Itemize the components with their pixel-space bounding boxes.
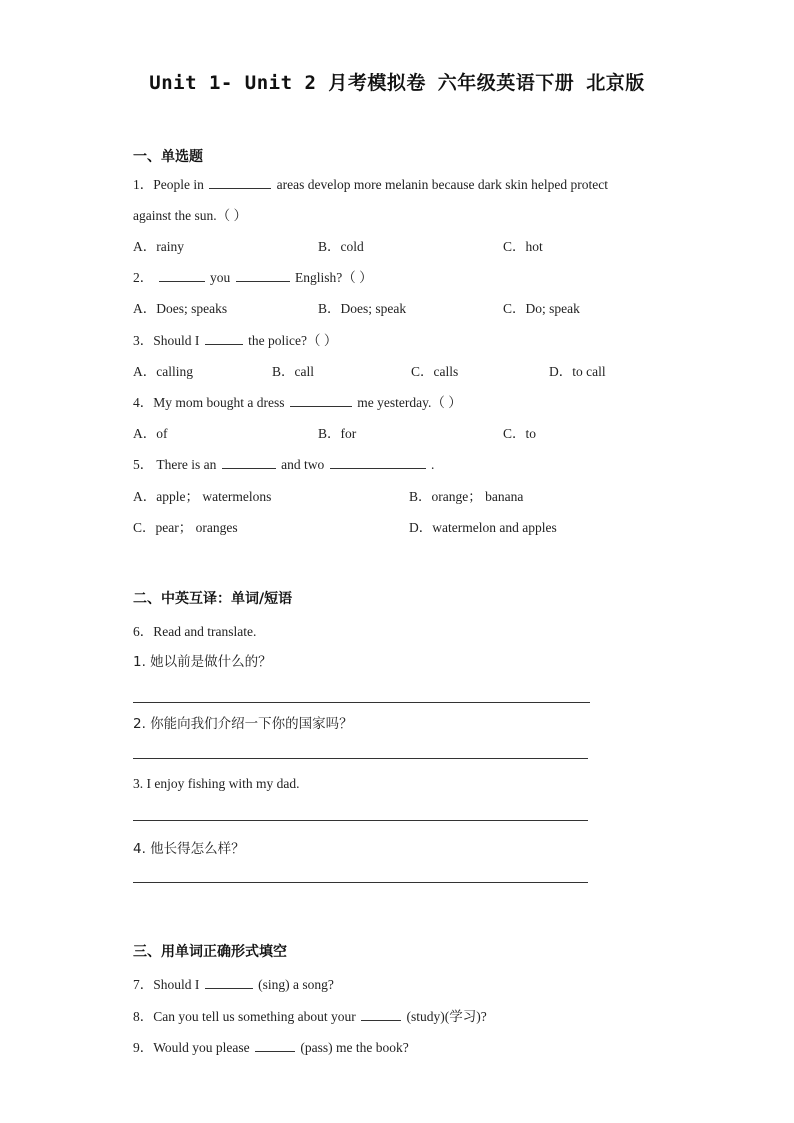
question-5 (133, 453, 434, 473)
q3-option-b[interactable]: B．call (272, 364, 314, 379)
q4-option-b[interactable]: B．for (318, 426, 357, 441)
q5-blank-2[interactable] (330, 456, 426, 469)
q7-blank[interactable] (205, 976, 253, 989)
q1-text-start: 1．People in (133, 177, 204, 192)
q6-item-4: 4. 他长得怎么样？ (133, 841, 245, 857)
q1-option-c[interactable]: C．hot (503, 239, 543, 254)
question-3 (133, 329, 337, 349)
q7-text-start: 7．Should I (133, 977, 200, 992)
section-heading-word-forms: 三、用单词正确形式填空 (133, 944, 287, 960)
q3-option-d[interactable]: D．to call (549, 364, 606, 379)
q6-answer-line-4[interactable] (133, 882, 588, 883)
q6-answer-line-2[interactable] (133, 758, 588, 759)
q5-text-end: . (430, 457, 435, 472)
question-8 (133, 1005, 487, 1025)
q2-text-end: English?（ ） (295, 270, 373, 285)
q8-text-start: 8．Can you tell us something about your (133, 1009, 356, 1024)
q3-blank[interactable] (205, 332, 243, 345)
q2-blank-1[interactable] (159, 269, 205, 282)
q6-item-1: 1. 她以前是做什么的？ (133, 654, 272, 670)
q5-option-b[interactable]: B．orange； banana (409, 489, 524, 504)
q9-text-end: (pass) me the book? (300, 1040, 409, 1055)
question-1-line-1 (133, 173, 608, 193)
page-title: Unit 1- Unit 2 月考模拟卷 六年级英语下册 北京版 (149, 72, 645, 94)
q5-text-start: 5． There is an (133, 457, 217, 472)
q1-option-b[interactable]: B．cold (318, 239, 364, 254)
q6-item-3: 3. I enjoy fishing with my dad. (133, 776, 300, 791)
q1-option-a[interactable]: A．rainy (133, 239, 184, 254)
q2-blank-2[interactable] (236, 269, 290, 282)
q5-option-d[interactable]: D．watermelon and apples (409, 520, 557, 535)
q6-answer-line-3[interactable] (133, 820, 588, 821)
q9-text-start: 9．Would you please (133, 1040, 250, 1055)
q3-text-end: the police?（ ） (248, 333, 338, 348)
q4-option-c[interactable]: C．to (503, 426, 537, 441)
q5-option-a[interactable]: A．apple； watermelons (133, 489, 272, 504)
q6-answer-line-1[interactable] (133, 702, 590, 703)
q3-option-a[interactable]: A．calling (133, 364, 193, 379)
q1-blank[interactable] (209, 176, 271, 189)
q8-blank[interactable] (361, 1008, 401, 1021)
question-2 (133, 266, 373, 286)
q4-text-start: 4．My mom bought a dress (133, 395, 285, 410)
q5-blank-1[interactable] (222, 456, 276, 469)
q5-option-c[interactable]: C．pear； oranges (133, 520, 238, 535)
q4-option-a[interactable]: A．of (133, 426, 168, 441)
q2-text-middle: you (210, 270, 231, 285)
q2-option-a[interactable]: A．Does; speaks (133, 301, 228, 316)
q9-blank[interactable] (255, 1039, 295, 1052)
question-9 (133, 1036, 409, 1056)
question-1-line-2: against the sun.（ ） (133, 208, 247, 223)
question-7 (133, 973, 334, 993)
section-heading-translation: 二、中英互译：单词/短语 (133, 591, 293, 607)
q8-text-end: (study)(学习)? (406, 1009, 487, 1024)
q2-option-b[interactable]: B．Does; speak (318, 301, 407, 316)
q2-number: 2． (133, 270, 154, 285)
q7-text-end: (sing) a song? (258, 977, 334, 992)
q2-option-c[interactable]: C．Do; speak (503, 301, 580, 316)
q3-option-c[interactable]: C．calls (411, 364, 459, 379)
question-6-stem: 6．Read and translate. (133, 624, 257, 639)
q4-text-end: me yesterday.（ ） (357, 395, 462, 410)
q1-text-middle: areas develop more melanin because dark skin helped protect (276, 177, 608, 192)
question-4 (133, 391, 462, 411)
q5-text-middle: and two (281, 457, 325, 472)
q6-item-2: 2. 你能向我们介绍一下你的国家吗？ (133, 716, 353, 732)
q4-blank[interactable] (290, 394, 352, 407)
q3-text-start: 3．Should I (133, 333, 200, 348)
section-heading-single-choice: 一、单选题 (133, 149, 203, 165)
